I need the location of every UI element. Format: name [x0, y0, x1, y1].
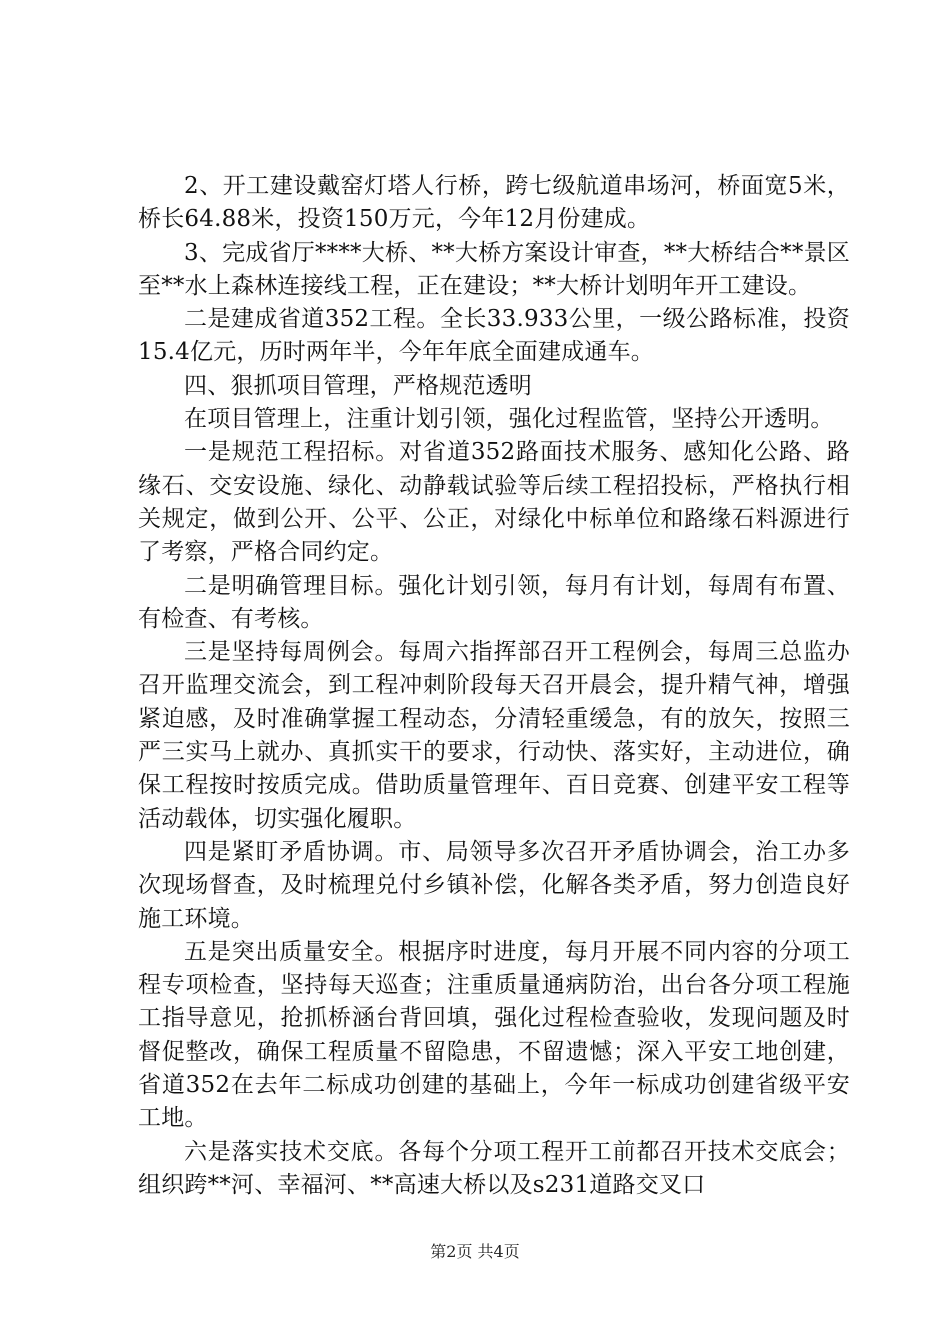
paragraph-provincial-road: 二是建成省道352工程。全长33.933公里，一级公路标准，投资15.4亿元，历时两年半，今年年底全面建成通车。	[138, 306, 850, 366]
paragraph-goals: 二是明确管理目标。强化计划引领，每月有计划，每周有布置、有检查、有考核。	[138, 572, 850, 632]
section-heading-project-management: 四、狠抓项目管理，严格规范透明	[184, 372, 532, 399]
paragraph-bridge-construction: 2、开工建设戴窑灯塔人行桥，跨七级航道串场河，桥面宽5米，桥长64.88米，投资150万元，今年12月份建成。	[138, 173, 850, 233]
paragraph-quality-safety: 五是突出质量安全。根据序时进度，每月开展不同内容的分项工程专项检查，坚持每天巡查；注重质量通病防治，出台各分项工程施工指导意见，抢抓桥涵台背回填，强化过程检查验收，发现问题及时督促整改，确保工程质量不留隐患，不留遗憾；深入平安工地创建，省道352在去年二标成功创建的基础上，今年一标成功创建省级平安工地。	[138, 938, 850, 1132]
document-body	[138, 170, 850, 1202]
paragraph-design-review: 3、完成省厅****大桥、**大桥方案设计审查，**大桥结合**景区至**水上森林连接线工程，正在建设；**大桥计划明年开工建设。	[138, 239, 850, 299]
paragraph-management-intro: 在项目管理上，注重计划引领，强化过程监管，坚持公开透明。	[184, 406, 834, 433]
page-total: 共4页	[477, 1242, 520, 1261]
paragraph-technical-briefing: 六是落实技术交底。各每个分项工程开工前都召开技术交底会；组织跨**河、幸福河、**高速大桥以及s231道路交叉口	[138, 1138, 850, 1198]
paragraph-bidding: 一是规范工程招标。对省道352路面技术服务、感知化公路、路缘石、交安设施、绿化、动静载试验等后续工程招投标，严格执行相关规定，做到公开、公平、公正，对绿化中标单位和路缘石料源进行了考察，严格合同约定。	[138, 439, 850, 566]
page-number: 第2页	[430, 1242, 473, 1261]
paragraph-coordination: 四是紧盯矛盾协调。市、局领导多次召开矛盾协调会，治工办多次现场督查，及时梳理兑付乡镇补偿，化解各类矛盾，努力创造良好施工环境。	[138, 838, 850, 932]
page-footer	[0, 1240, 950, 1264]
paragraph-weekly-meetings: 三是坚持每周例会。每周六指挥部召开工程例会，每周三总监办召开监理交流会，到工程冲刺阶段每天召开晨会，提升精气神，增强紧迫感，及时准确掌握工程动态，分清轻重缓急，有的放矢，按照三严三实马上就办、真抓实干的要求，行动快、落实好，主动进位，确保工程按时按质完成。借助质量管理年、百日竞赛、创建平安工程等活动载体，切实强化履职。	[138, 639, 850, 832]
